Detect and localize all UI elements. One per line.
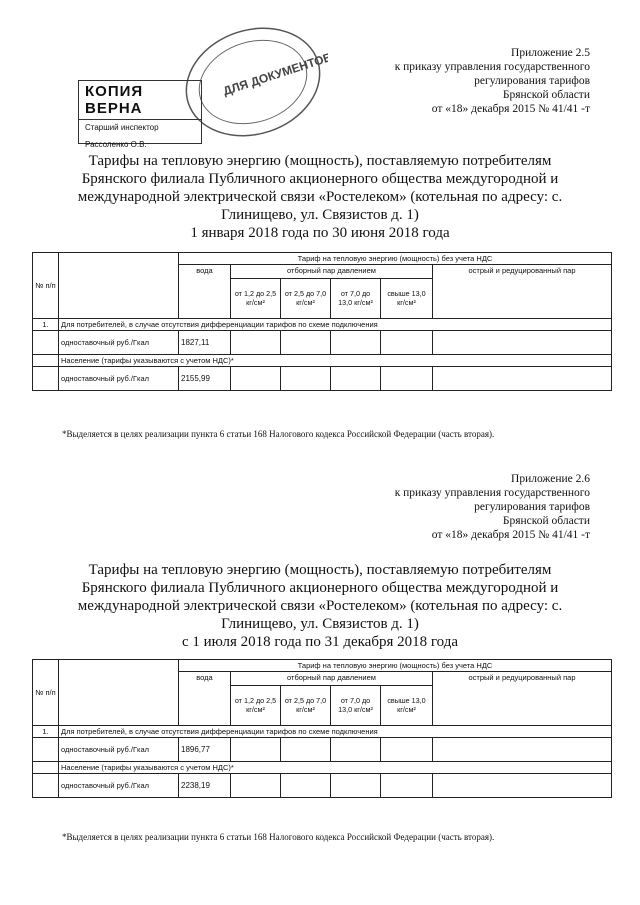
rate-label: одноставочный руб./Гкал — [59, 774, 179, 798]
tariff-group-header: Тариф на тепловую энергию (мощность) без учета НДС — [179, 253, 612, 265]
water-rate-value: 1827,11 — [179, 331, 231, 355]
title-line: Тарифы на тепловую энергию (мощность), поставляемую потребителям — [88, 562, 552, 578]
pressure-1-header: от 1,2 до 2,5 кг/см² — [231, 686, 281, 726]
row-number: 1. — [33, 726, 59, 738]
group-row-consumers: Для потребителей, в случае отсутствия дифференциации тарифов по схеме подключения — [59, 319, 612, 331]
stamp-title: КОПИЯ ВЕРНА — [79, 81, 201, 120]
appendix-number: Приложение 2.5 — [511, 47, 590, 59]
empty-cell — [433, 367, 612, 391]
water-rate-value: 2155,99 — [179, 367, 231, 391]
empty-cell — [331, 367, 381, 391]
steam-header: отборный пар давлением — [231, 265, 433, 279]
pressure-4-header: свыше 13,0 кг/см² — [381, 686, 433, 726]
empty-cell — [33, 367, 59, 391]
rate-label: одноставочный руб./Гкал — [59, 738, 179, 762]
appendix-order: к приказу управления государственного — [394, 487, 590, 499]
water-rate-value: 1896,77 — [179, 738, 231, 762]
col-empty-header — [59, 660, 179, 726]
pressure-2-header: от 2,5 до 7,0 кг/см² — [281, 686, 331, 726]
pressure-2-header: от 2,5 до 7,0 кг/см² — [281, 279, 331, 319]
appendix-order: к приказу управления государственного — [394, 61, 590, 73]
title-line: Глинищево, ул. Связистов д. 1) — [221, 616, 419, 632]
appendix-header-2 — [395, 472, 590, 542]
water-header: вода — [179, 265, 231, 319]
footnote-1: *Выделяется в целях реализации пункта 6 статьи 168 Налогового кодекса Российской Федерации (часть вторая). — [62, 429, 495, 439]
empty-cell — [433, 738, 612, 762]
empty-cell — [281, 774, 331, 798]
empty-cell — [331, 331, 381, 355]
appendix-number: Приложение 2.6 — [511, 473, 590, 485]
pressure-3-header: от 7,0 до 13,0 кг/см² — [331, 279, 381, 319]
empty-cell — [381, 367, 433, 391]
empty-cell — [33, 762, 59, 774]
tariff-table-2 — [32, 659, 612, 798]
seal-inner-text: ДЛЯ ДОКУМЕНТОВ — [221, 49, 328, 99]
empty-cell — [381, 331, 433, 355]
empty-cell — [231, 774, 281, 798]
empty-cell — [433, 331, 612, 355]
appendix-region: Брянской области — [502, 89, 590, 101]
empty-cell — [231, 738, 281, 762]
empty-cell — [381, 774, 433, 798]
stamp-name: Рассоленко О.В. — [85, 140, 147, 149]
empty-cell — [331, 738, 381, 762]
stamp-position: Старший инспектор — [85, 123, 159, 132]
empty-cell — [33, 774, 59, 798]
title-line: Глинищево, ул. Связистов д. 1) — [221, 207, 419, 223]
col-num-header: № п/п — [33, 660, 59, 726]
sharp-steam-header: острый и редуцированный пар — [433, 672, 612, 726]
water-rate-value: 2238,19 — [179, 774, 231, 798]
group-row-population: Население (тарифы указываются с учетом НДС)* — [59, 762, 612, 774]
col-num-header: № п/п — [33, 253, 59, 319]
tariff-group-header: Тариф на тепловую энергию (мощность) без учета НДС — [179, 660, 612, 672]
empty-cell — [331, 774, 381, 798]
col-empty-header — [59, 253, 179, 319]
empty-cell — [33, 738, 59, 762]
appendix-order-cont: регулирования тарифов — [474, 501, 590, 513]
title-period: 1 января 2018 года по 30 июня 2018 года — [190, 225, 450, 241]
steam-header: отборный пар давлением — [231, 672, 433, 686]
appendix-date: от «18» декабря 2015 № 41/41 -т — [431, 103, 590, 115]
appendix-header-1 — [395, 46, 590, 116]
group-row-population: Население (тарифы указываются с учетом НДС)* — [59, 355, 612, 367]
row-number: 1. — [33, 319, 59, 331]
empty-cell — [33, 331, 59, 355]
group-row-consumers: Для потребителей, в случае отсутствия дифференциации тарифов по схеме подключения — [59, 726, 612, 738]
empty-cell — [281, 367, 331, 391]
pressure-3-header: от 7,0 до 13,0 кг/см² — [331, 686, 381, 726]
title-line: Брянского филиала Публичного акционерного общества междугородной и — [81, 580, 559, 596]
sharp-steam-header: острый и редуцированный пар — [433, 265, 612, 319]
empty-cell — [281, 738, 331, 762]
empty-cell — [381, 738, 433, 762]
rate-label: одноставочный руб./Гкал — [59, 331, 179, 355]
document-title-1 — [40, 152, 600, 242]
title-period: с 1 июля 2018 года по 31 декабря 2018 года — [182, 634, 458, 650]
rate-label: одноставочный руб./Гкал — [59, 367, 179, 391]
document-title-2 — [40, 561, 600, 651]
title-line: Тарифы на тепловую энергию (мощность), поставляемую потребителям — [88, 153, 552, 169]
copy-certified-stamp — [78, 80, 202, 149]
tariff-table-1 — [32, 252, 612, 391]
empty-cell — [231, 367, 281, 391]
pressure-1-header: от 1,2 до 2,5 кг/см² — [231, 279, 281, 319]
appendix-region: Брянской области — [502, 515, 590, 527]
water-header: вода — [179, 672, 231, 726]
title-line: международной электрической связи «Ростелеком» (котельная по адресу: с. — [77, 598, 563, 614]
pressure-4-header: свыше 13,0 кг/см² — [381, 279, 433, 319]
empty-cell — [33, 355, 59, 367]
empty-cell — [281, 331, 331, 355]
title-line: международной электрической связи «Ростелеком» (котельная по адресу: с. — [77, 189, 563, 205]
empty-cell — [231, 331, 281, 355]
empty-cell — [433, 774, 612, 798]
appendix-order-cont: регулирования тарифов — [474, 75, 590, 87]
title-line: Брянского филиала Публичного акционерного общества междугородной и — [81, 171, 559, 187]
footnote-2: *Выделяется в целях реализации пункта 6 статьи 168 Налогового кодекса Российской Федерации (часть вторая). — [62, 832, 495, 842]
appendix-date: от «18» декабря 2015 № 41/41 -т — [431, 529, 590, 541]
